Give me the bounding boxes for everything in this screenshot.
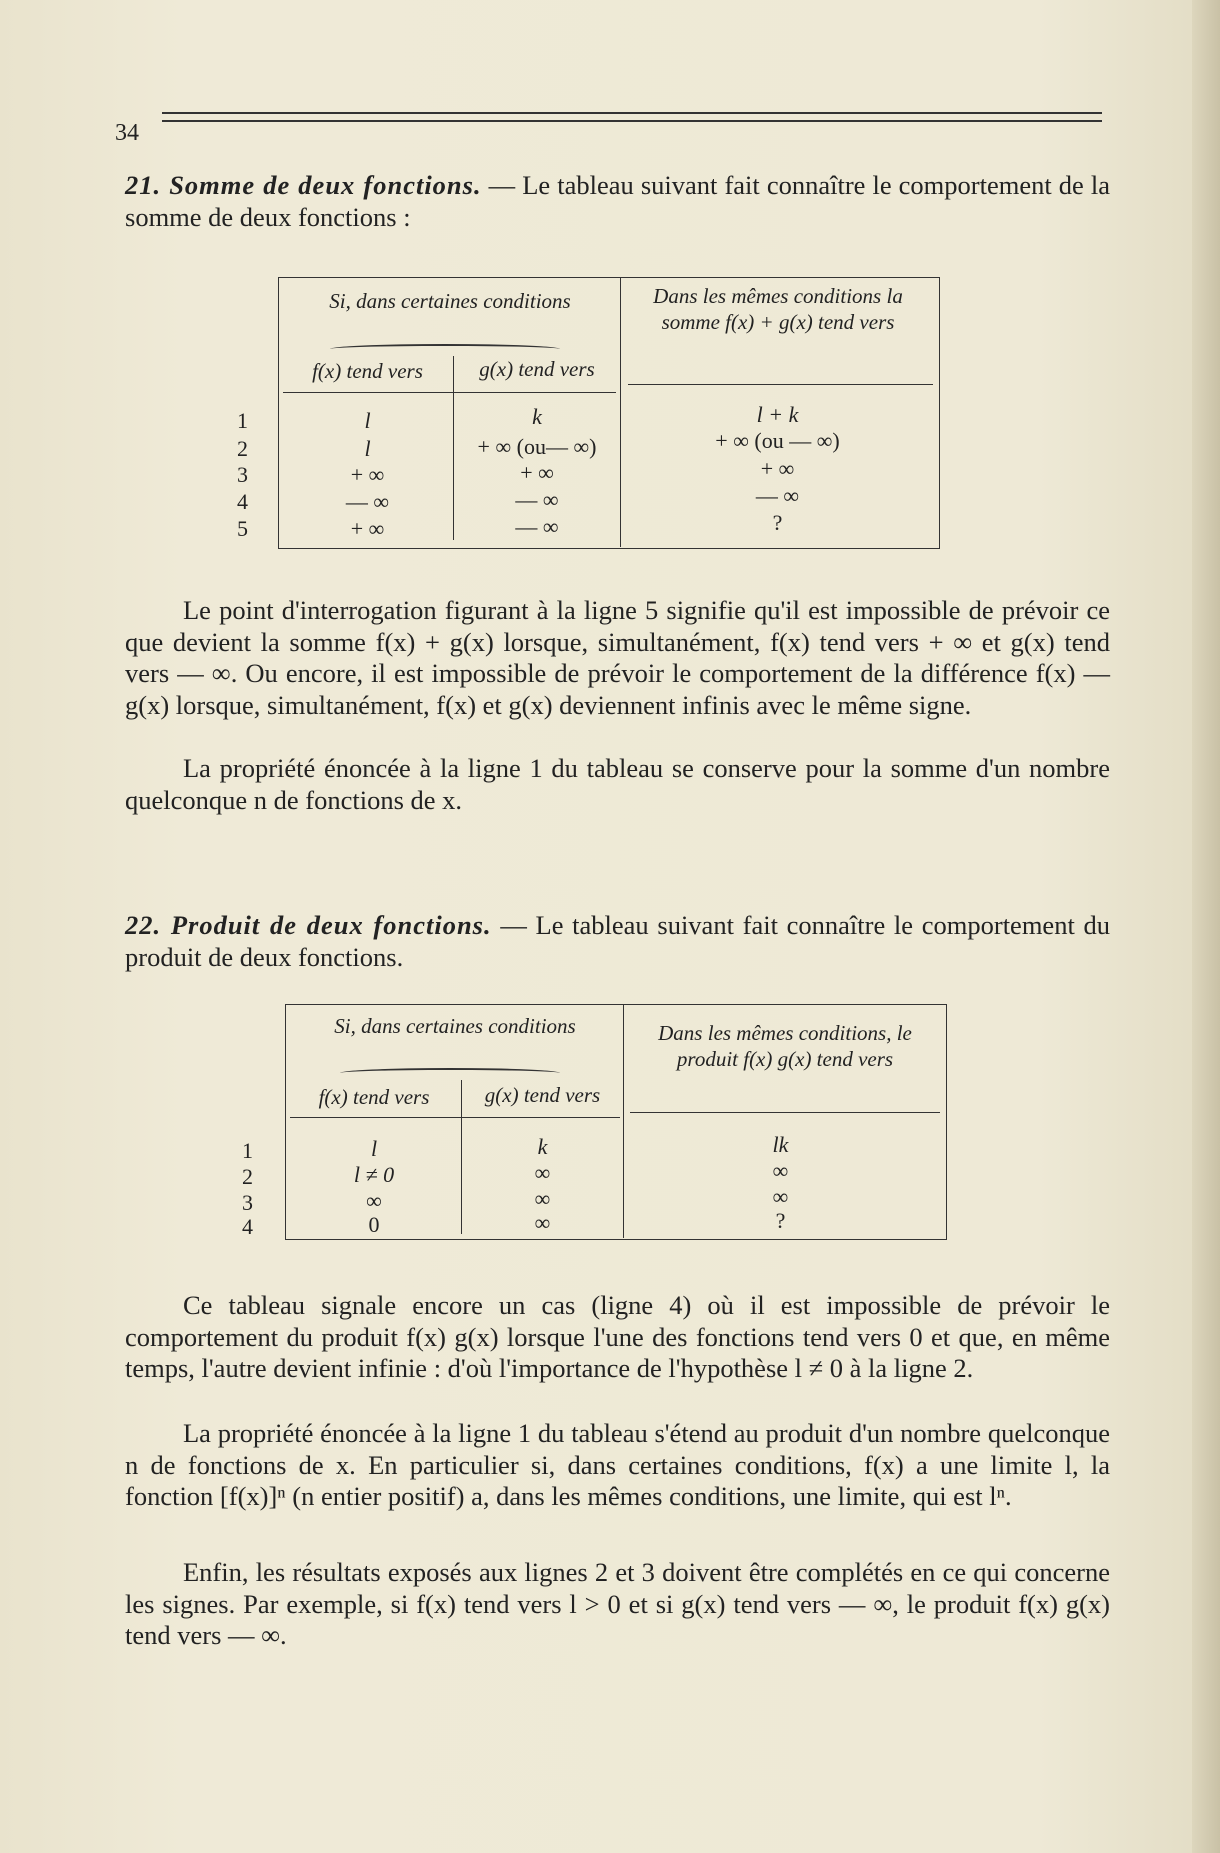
product-cell-result: ∞ (772, 1158, 789, 1183)
product-cell-result: ∞ (772, 1184, 789, 1209)
sum-row-number: 5 (237, 516, 248, 541)
sum-table-header-left: Si, dans certaines conditions (329, 289, 571, 313)
product-cell-g: ∞ (534, 1160, 551, 1185)
product-cell-g: ∞ (534, 1210, 551, 1235)
sum-cell-f: l (364, 408, 371, 433)
sum-table-hline-right (628, 384, 933, 385)
section-21-heading: 21. Somme de deux fonctions. (125, 170, 482, 200)
section-21-paragraph-1-text: Le point d'interrogation figurant à la ligne 5 signifie qu'il est impossible de prévoir ce que devient la somme f(x) + g(x) lorsque, simultanément, f(x) tend vers + ∞ et g(x) tend vers — ∞. Ou encore, il est impossible de prévoir le comportement de la différence f(x) — g(x) lorsque, simultanément, f(x) et g(x) deviennent infinis avec le même signe. (125, 595, 1110, 720)
product-table-hline-left (290, 1117, 620, 1118)
product-table-brace (340, 1068, 560, 1078)
sum-cell-g: — ∞ (515, 514, 559, 539)
section-21-intro (125, 170, 1110, 233)
sum-cell-result: l + k (756, 402, 799, 427)
product-cell-result: lk (772, 1132, 789, 1157)
section-21-paragraph-2-text: La propriété énoncée à la ligne 1 du tableau se conserve pour la somme d'un nombre quelconque n de fonctions de x. (125, 753, 1110, 815)
product-cell-f: ∞ (366, 1188, 382, 1213)
sum-col-f-header: f(x) tend vers (312, 359, 423, 383)
page-edge (1192, 0, 1220, 1853)
product-table-header-right: Dans les mêmes conditions, le produit f(x) g(x) tend vers (658, 1021, 912, 1071)
sum-cell-g: + ∞ (ou— ∞) (477, 434, 597, 459)
sum-cell-result: + ∞ (760, 456, 795, 481)
page-number: 34 (115, 120, 139, 146)
product-row-number: 2 (242, 1164, 253, 1189)
product-row-number: 3 (242, 1190, 253, 1215)
sum-table-col-divider (453, 356, 454, 540)
section-22-intro (125, 910, 1110, 973)
product-table-hline-right (630, 1112, 940, 1113)
section-22-paragraph-2-text: La propriété énoncée à la ligne 1 du tableau s'étend au produit d'un nombre quelconque n de fonctions de x. En particulier si, dans certaines conditions, f(x) a une limite l, la fonction [f(x)]ⁿ (n entier positif) a, dans les mêmes conditions, une limite, qui est lⁿ. (125, 1418, 1110, 1511)
sum-cell-f: + ∞ (350, 462, 385, 487)
section-22-paragraph-3 (125, 1557, 1110, 1652)
sum-cell-f: + ∞ (350, 516, 385, 541)
product-cell-result: ? (775, 1208, 786, 1233)
header-rule (162, 112, 1102, 122)
section-22-paragraph-2 (125, 1418, 1110, 1513)
sum-row-number: 1 (237, 408, 248, 433)
product-row-number: 4 (242, 1214, 253, 1239)
sum-table-divider (620, 277, 621, 547)
sum-cell-result: — ∞ (755, 483, 800, 508)
sum-cell-g: k (532, 404, 542, 429)
section-21-intro-text: — Le tableau suivant fait connaître le comportement de la somme de deux fonctions : (125, 170, 1110, 232)
product-col-g-header: g(x) tend vers (484, 1083, 601, 1107)
product-table-col-divider (461, 1080, 462, 1234)
sum-cell-result: ? (772, 510, 783, 535)
section-22-paragraph-3-text: Enfin, les résultats exposés aux lignes 2 et 3 doivent être complétés en ce qui concerne les signes. Par exemple, si f(x) tend vers l > 0 et si g(x) tend vers — ∞, le produit f(x) g(x) tend vers — ∞. (125, 1557, 1110, 1650)
sum-cell-f: l (364, 436, 371, 461)
sum-row-number: 2 (237, 436, 248, 461)
sum-table-brace (330, 344, 560, 354)
section-22-paragraph-1 (125, 1290, 1110, 1385)
product-table-divider (623, 1004, 624, 1238)
sum-cell-g: — ∞ (515, 487, 559, 512)
product-table-header-left: Si, dans certaines conditions (334, 1014, 576, 1038)
section-21-paragraph-2 (125, 753, 1110, 816)
section-22-heading: 22. Produit de deux fonctions. (125, 910, 492, 940)
product-cell-g: ∞ (534, 1186, 551, 1211)
sum-row-number: 4 (237, 489, 248, 514)
sum-cell-g: + ∞ (520, 460, 554, 485)
product-cell-g: k (537, 1134, 548, 1159)
product-col-f-header: f(x) tend vers (318, 1085, 430, 1109)
sum-col-g-header: g(x) tend vers (479, 357, 595, 381)
section-22-paragraph-1-text: Ce tableau signale encore un cas (ligne 4) où il est impossible de prévoir le comportement du produit f(x) g(x) lorsque l'une des fonctions tend vers 0 et que, en même temps, l'autre devient infinie : d'où l'importance de l'hypothèse l ≠ 0 à la ligne 2. (125, 1290, 1110, 1383)
product-cell-f: 0 (368, 1212, 380, 1237)
sum-table-header-right: Dans les mêmes conditions la somme f(x) + g(x) tend vers (653, 284, 903, 334)
sum-cell-result: + ∞ (ou — ∞) (715, 428, 840, 453)
sum-row-number: 3 (237, 462, 248, 487)
sum-table-hline-left (283, 392, 616, 393)
product-row-number: 1 (242, 1138, 253, 1163)
section-22-intro-text: — Le tableau suivant fait connaître le comportement du produit de deux fonctions. (125, 910, 1111, 972)
sum-cell-f: — ∞ (345, 489, 390, 514)
product-cell-f: l (370, 1136, 378, 1161)
product-cell-f: l ≠ 0 (353, 1162, 395, 1187)
section-21-paragraph-1 (125, 595, 1110, 721)
